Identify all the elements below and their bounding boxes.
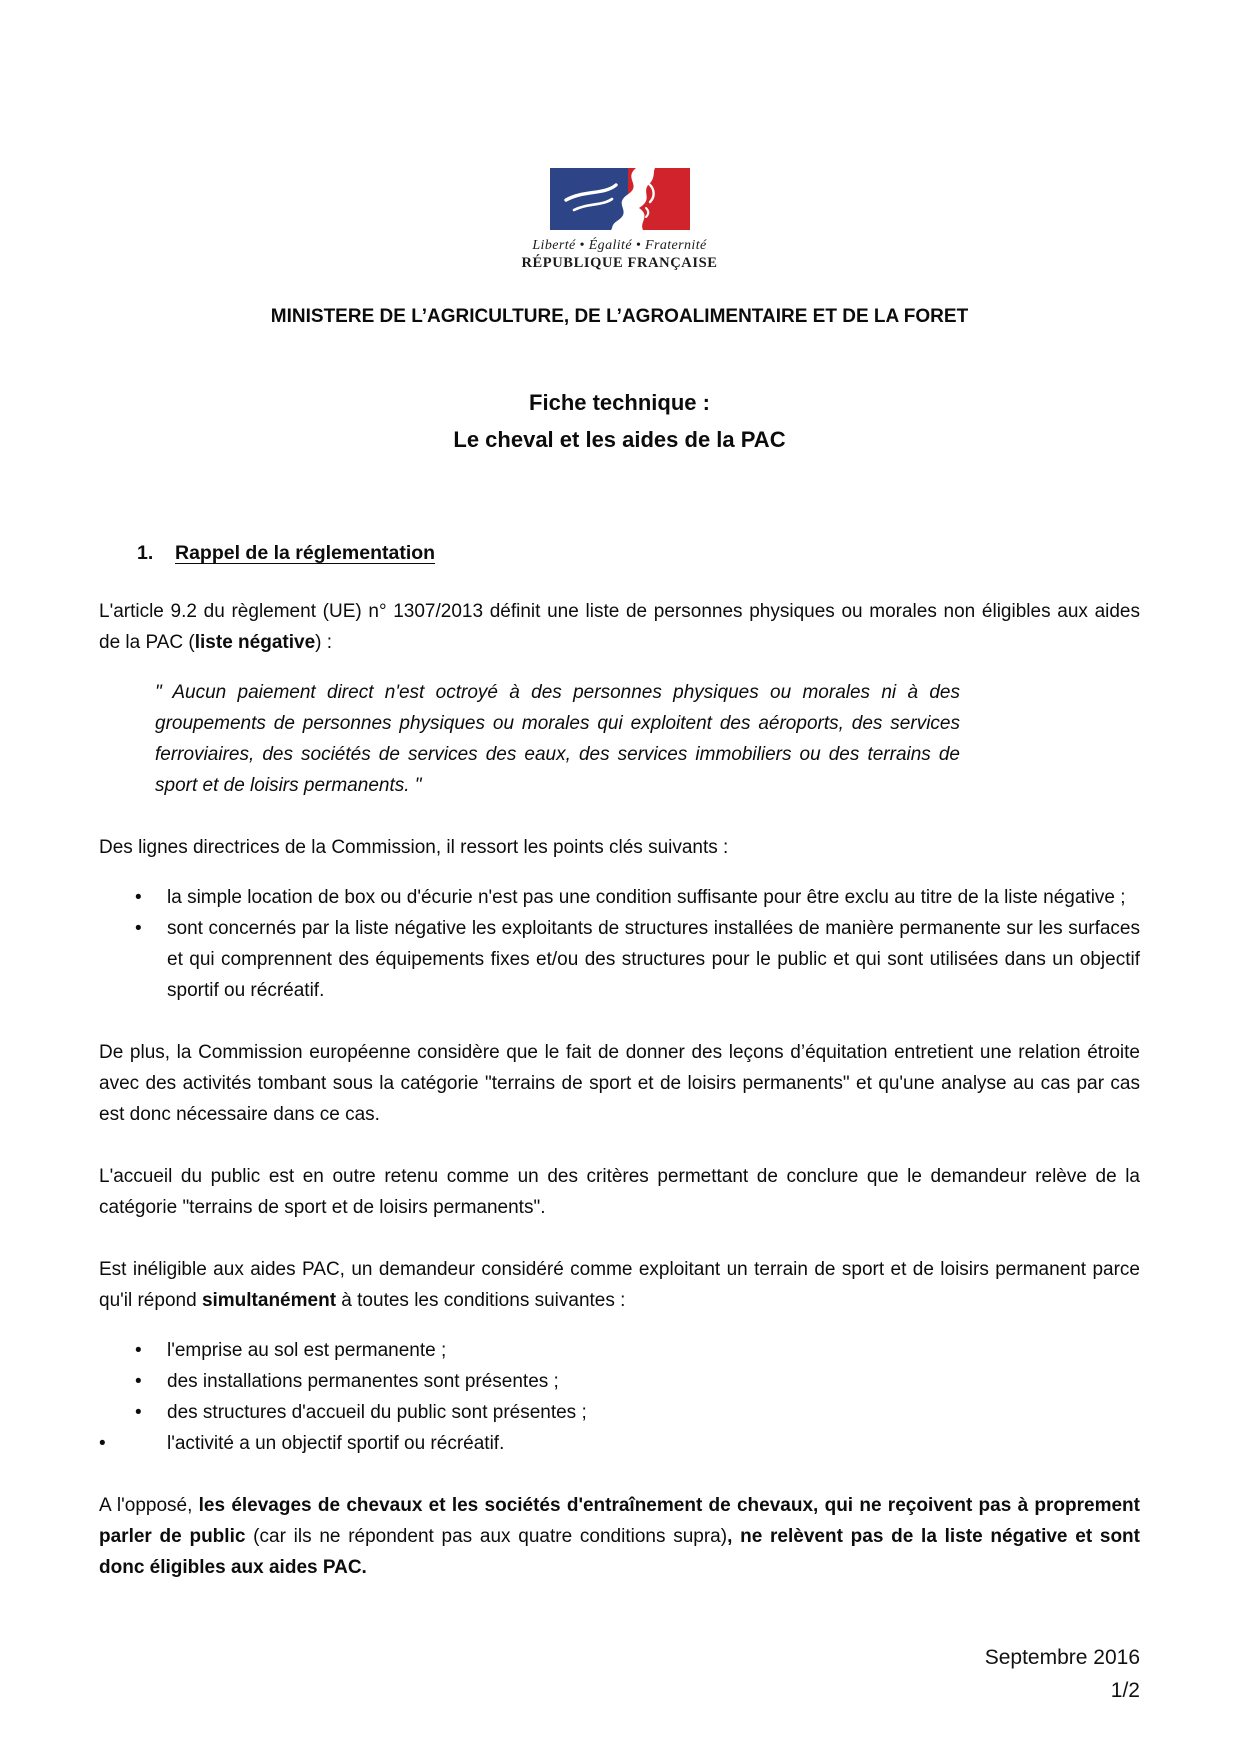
paragraph-regulation-intro bbox=[99, 596, 1140, 658]
paragraph-text: (car ils ne répondent pas aux quatre conditions supra) bbox=[253, 1526, 728, 1547]
list-item-text: des structures d'accueil du public sont présentes ; bbox=[167, 1402, 587, 1423]
list-item bbox=[99, 1366, 1140, 1397]
bullet-icon: • bbox=[135, 1340, 142, 1361]
footer-date: Septembre 2016 bbox=[984, 1646, 1140, 1669]
paragraph-commission-guidelines: Des lignes directrices de la Commission, il ressort les points clés suivants : bbox=[99, 837, 729, 858]
ministry-heading: MINISTERE DE L’AGRICULTURE, DE L’AGROALIMENTAIRE ET DE LA FORET bbox=[270, 306, 969, 327]
list-item bbox=[99, 882, 1140, 913]
paragraph-text: A l'opposé, bbox=[99, 1495, 199, 1516]
page-footer bbox=[99, 1641, 1140, 1707]
section-heading bbox=[99, 542, 1140, 565]
paragraph-conclusion bbox=[99, 1490, 1140, 1583]
document-title-line1: Fiche technique : bbox=[529, 390, 710, 415]
section-number: 1. bbox=[137, 542, 154, 564]
paragraph-riding-lessons: De plus, la Commission européenne considère que le fait de donner des leçons d’équitation entretient une relation étroite avec des activités tombant sous la catégorie "terrains de sport et de loisirs permanents" et qu'une analyse au cas par cas est donc nécessaire dans ce cas. bbox=[99, 1042, 1140, 1125]
document-title bbox=[99, 384, 1140, 458]
list-item bbox=[99, 913, 1140, 1006]
bullet-icon: • bbox=[135, 1402, 142, 1423]
footer-page-number: 1/2 bbox=[1110, 1679, 1140, 1702]
list-item bbox=[99, 1397, 1140, 1428]
paragraph-text: L'article 9.2 du règlement (UE) n° 1307/2013 définit une liste de personnes physiques ou morales non éligibles aux aides de la PAC ( bbox=[99, 601, 1140, 653]
list-item-text: l'activité a un objectif sportif ou récréatif. bbox=[167, 1433, 505, 1454]
section-title: Rappel de la réglementation bbox=[175, 542, 436, 564]
paragraph-public-criterion: L'accueil du public est en outre retenu comme un des critères permettant de conclure que le demandeur relève de la catégorie "terrains de sport et de loisirs permanents". bbox=[99, 1166, 1140, 1218]
list-item bbox=[99, 1428, 1140, 1459]
paragraph-text: Est inéligible aux aides PAC, un demandeur considéré comme exploitant un terrain de sport et de loisirs permanent parce qu'il répond bbox=[99, 1259, 1140, 1311]
bold-elevages: les élevages de chevaux et les sociétés d'entraînement de chevaux, qui ne reçoivent pas à proprement parler de public bbox=[99, 1495, 1140, 1547]
republique-francaise-logo-icon bbox=[549, 168, 691, 230]
bold-eligibles: , ne relèvent pas de la liste négative et sont donc éligibles aux aides PAC. bbox=[99, 1526, 1140, 1578]
paragraph-text: à toutes les conditions suivantes : bbox=[336, 1290, 626, 1311]
logo-motto: Liberté • Égalité • Fraternité bbox=[532, 238, 707, 253]
paragraph-text: ) : bbox=[315, 632, 333, 653]
bullet-icon: • bbox=[135, 887, 142, 908]
logo-block bbox=[99, 168, 1140, 272]
list-item-text: la simple location de box ou d'écurie n'est pas une condition suffisante pour être exclu au titre de la liste négative ; bbox=[167, 887, 1126, 908]
document-title-line2: Le cheval et les aides de la PAC bbox=[453, 427, 786, 452]
bullet-icon: • bbox=[99, 1433, 106, 1454]
list-item bbox=[99, 1335, 1140, 1366]
conditions-bullet-list bbox=[99, 1335, 1140, 1459]
bullet-icon: • bbox=[135, 1371, 142, 1392]
regulation-quote: " Aucun paiement direct n'est octroyé à des personnes physiques ou morales ni à des groupements de personnes physiques ou morales qui exploitent des aéroports, des services ferroviaires, des sociétés de services des eaux, des services immobiliers ou des terrains de sport et de loisirs permanents. " bbox=[155, 682, 960, 796]
bold-simultanement: simultanément bbox=[201, 1290, 337, 1311]
bullet-icon: • bbox=[135, 918, 142, 939]
paragraph-ineligibility-conditions bbox=[99, 1254, 1140, 1316]
bold-liste-negative: liste négative bbox=[194, 632, 316, 653]
list-item-text: des installations permanentes sont présentes ; bbox=[167, 1371, 559, 1392]
logo-country-name: RÉPUBLIQUE FRANÇAISE bbox=[521, 255, 718, 271]
list-item-text: sont concernés par la liste négative les exploitants de structures installées de manière permanente sur les surfaces et qui comprennent des équipements fixes et/ou des structures pour le public et qui sont utilisées dans un objectif sportif ou récréatif. bbox=[167, 918, 1140, 1001]
list-item-text: l'emprise au sol est permanente ; bbox=[167, 1340, 447, 1361]
guidelines-bullet-list bbox=[99, 882, 1140, 1006]
